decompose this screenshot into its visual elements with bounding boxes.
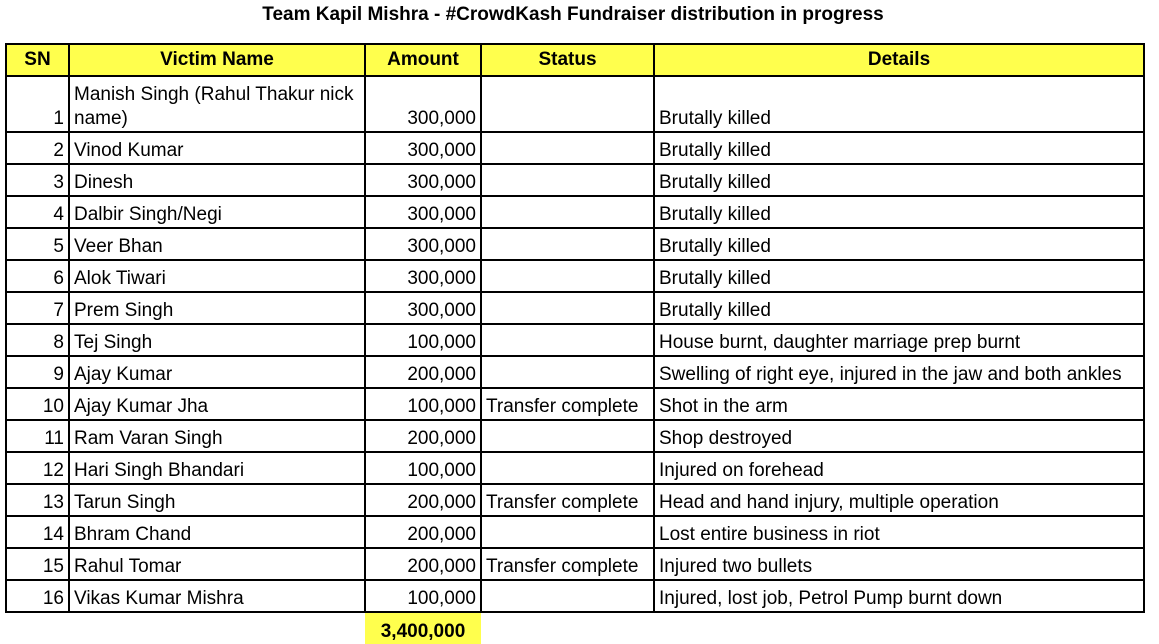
- cell-status: [481, 420, 654, 452]
- cell-amount: 200,000: [365, 484, 481, 516]
- cell-details: Injured on forehead: [654, 452, 1144, 484]
- cell-status: [481, 164, 654, 196]
- cell-victim-name: Veer Bhan: [69, 228, 365, 260]
- cell-victim-name: Hari Singh Bhandari: [69, 452, 365, 484]
- cell-sn: 16: [6, 580, 69, 612]
- column-header-details: Details: [654, 44, 1144, 76]
- cell-amount: 300,000: [365, 132, 481, 164]
- table-row: [6, 356, 1144, 388]
- table-row: [6, 580, 1144, 612]
- table-row: [6, 548, 1144, 580]
- column-header-amount: Amount: [365, 44, 481, 76]
- total-spacer: [481, 612, 654, 644]
- cell-sn: 15: [6, 548, 69, 580]
- cell-status: [481, 260, 654, 292]
- cell-victim-name: Tarun Singh: [69, 484, 365, 516]
- cell-victim-name: Ajay Kumar Jha: [69, 388, 365, 420]
- cell-amount: 300,000: [365, 292, 481, 324]
- cell-victim-name: Ajay Kumar: [69, 356, 365, 388]
- cell-victim-name: Vikas Kumar Mishra: [69, 580, 365, 612]
- cell-sn: 12: [6, 452, 69, 484]
- cell-status: [481, 76, 654, 132]
- table-row: [6, 388, 1144, 420]
- cell-victim-name: Manish Singh (Rahul Thakur nick name): [69, 76, 365, 132]
- cell-sn: 6: [6, 260, 69, 292]
- cell-status: Transfer complete: [481, 548, 654, 580]
- table-row: [6, 228, 1144, 260]
- cell-sn: 14: [6, 516, 69, 548]
- cell-status: Transfer complete: [481, 484, 654, 516]
- table-row: [6, 164, 1144, 196]
- cell-amount: 300,000: [365, 76, 481, 132]
- column-header-victim-name: Victim Name: [69, 44, 365, 76]
- cell-sn: 10: [6, 388, 69, 420]
- cell-amount: 100,000: [365, 452, 481, 484]
- cell-details: Head and hand injury, multiple operation: [654, 484, 1144, 516]
- cell-amount: 200,000: [365, 548, 481, 580]
- cell-details: Shot in the arm: [654, 388, 1144, 420]
- cell-amount: 100,000: [365, 324, 481, 356]
- cell-details: Lost entire business in riot: [654, 516, 1144, 548]
- cell-details: Brutally killed: [654, 76, 1144, 132]
- cell-victim-name: Rahul Tomar: [69, 548, 365, 580]
- cell-details: Swelling of right eye, injured in the jaw and both ankles: [654, 356, 1144, 388]
- cell-details: Brutally killed: [654, 292, 1144, 324]
- cell-amount: 300,000: [365, 228, 481, 260]
- cell-details: Brutally killed: [654, 260, 1144, 292]
- cell-details: Brutally killed: [654, 228, 1144, 260]
- cell-sn: 9: [6, 356, 69, 388]
- cell-sn: 1: [6, 76, 69, 132]
- cell-victim-name: Dinesh: [69, 164, 365, 196]
- cell-status: [481, 196, 654, 228]
- cell-status: [481, 292, 654, 324]
- cell-sn: 8: [6, 324, 69, 356]
- table-row: [6, 324, 1144, 356]
- cell-status: [481, 132, 654, 164]
- header-row: [6, 44, 1144, 76]
- cell-victim-name: Bhram Chand: [69, 516, 365, 548]
- cell-details: Shop destroyed: [654, 420, 1144, 452]
- cell-status: [481, 324, 654, 356]
- cell-victim-name: Dalbir Singh/Negi: [69, 196, 365, 228]
- cell-amount: 300,000: [365, 164, 481, 196]
- cell-amount: 200,000: [365, 420, 481, 452]
- total-row: [6, 612, 1144, 644]
- cell-victim-name: Alok Tiwari: [69, 260, 365, 292]
- table-row: [6, 76, 1144, 132]
- cell-sn: 7: [6, 292, 69, 324]
- total-spacer: [6, 612, 69, 644]
- cell-sn: 13: [6, 484, 69, 516]
- cell-status: [481, 516, 654, 548]
- cell-amount: 300,000: [365, 196, 481, 228]
- cell-victim-name: Tej Singh: [69, 324, 365, 356]
- cell-amount: 200,000: [365, 356, 481, 388]
- cell-details: House burnt, daughter marriage prep burnt: [654, 324, 1144, 356]
- cell-sn: 4: [6, 196, 69, 228]
- cell-details: Brutally killed: [654, 132, 1144, 164]
- table-row: [6, 260, 1144, 292]
- cell-status: [481, 452, 654, 484]
- cell-status: [481, 356, 654, 388]
- table-row: [6, 420, 1144, 452]
- cell-sn: 3: [6, 164, 69, 196]
- cell-details: Injured, lost job, Petrol Pump burnt down: [654, 580, 1144, 612]
- cell-details: Brutally killed: [654, 164, 1144, 196]
- table-row: [6, 516, 1144, 548]
- column-header-status: Status: [481, 44, 654, 76]
- total-spacer: [654, 612, 1144, 644]
- fundraiser-table: [5, 43, 1145, 644]
- cell-status: Transfer complete: [481, 388, 654, 420]
- cell-victim-name: Vinod Kumar: [69, 132, 365, 164]
- table-row: [6, 484, 1144, 516]
- cell-status: [481, 580, 654, 612]
- cell-victim-name: Ram Varan Singh: [69, 420, 365, 452]
- table-row: [6, 132, 1144, 164]
- cell-sn: 11: [6, 420, 69, 452]
- cell-sn: 5: [6, 228, 69, 260]
- total-spacer: [69, 612, 365, 644]
- table-row: [6, 196, 1144, 228]
- cell-amount: 300,000: [365, 260, 481, 292]
- cell-details: Brutally killed: [654, 196, 1144, 228]
- table-row: [6, 452, 1144, 484]
- column-header-sn: SN: [6, 44, 69, 76]
- cell-amount: 100,000: [365, 580, 481, 612]
- cell-sn: 2: [6, 132, 69, 164]
- cell-victim-name: Prem Singh: [69, 292, 365, 324]
- table-row: [6, 292, 1144, 324]
- cell-amount: 100,000: [365, 388, 481, 420]
- cell-amount: 200,000: [365, 516, 481, 548]
- sheet-title: Team Kapil Mishra - #CrowdKash Fundraiser distribution in progress: [262, 4, 884, 25]
- total-amount: 3,400,000: [365, 612, 481, 644]
- cell-details: Injured two bullets: [654, 548, 1144, 580]
- table-body: [6, 76, 1144, 612]
- cell-status: [481, 228, 654, 260]
